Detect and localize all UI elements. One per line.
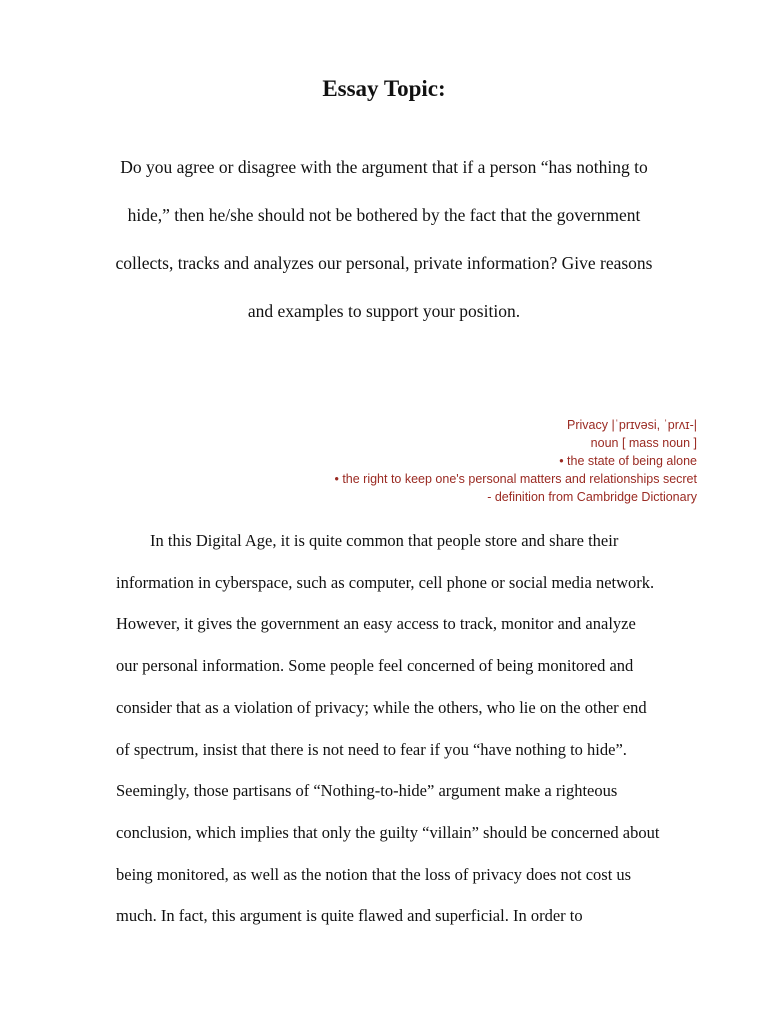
essay-title: Essay Topic: [322, 76, 446, 101]
privacy-definition [334, 416, 697, 506]
body-line: However, it gives the government an easy access to track, monitor and analyze [116, 614, 636, 634]
definition-headword: Privacy |ˈprɪvəsi, ˈprʌɪ-| [567, 418, 697, 432]
body-line: In this Digital Age, it is quite common that people store and share their [150, 531, 619, 550]
body-line: our personal information. Some people feel concerned of being monitored and [116, 656, 634, 676]
body-line: much. In fact, this argument is quite flawed and superficial. In order to [116, 906, 583, 926]
definition-sense: • the state of being alone [559, 454, 697, 468]
body-line: information in cyberspace, such as computer, cell phone or social media network. [116, 572, 655, 592]
topic-line: hide,” then he/she should not be bothered by the fact that the government [127, 205, 641, 225]
essay-body-paragraph [116, 520, 659, 937]
essay-topic-question [0, 143, 768, 335]
definition-sense: • the right to keep one's personal matters and relationships secret [334, 472, 697, 486]
body-line: consider that as a violation of privacy; while the others, who lie on the other end [116, 697, 647, 717]
topic-line: and examples to support your position. [247, 301, 521, 321]
definition-source: - definition from Cambridge Dictionary [487, 490, 697, 504]
body-line: being monitored, as well as the notion that the loss of privacy does not cost us [116, 864, 632, 884]
body-line: of spectrum, insist that there is not need to fear if you “have nothing to hide”. [116, 739, 627, 759]
definition-part-of-speech: noun [ mass noun ] [590, 436, 697, 450]
body-line: Seemingly, those partisans of “Nothing-to-hide” argument make a righteous [116, 781, 618, 801]
topic-line: Do you agree or disagree with the argument that if a person “has nothing to [120, 157, 648, 177]
topic-line: collects, tracks and analyzes our personal, private information? Give reasons [115, 253, 653, 273]
body-line: conclusion, which implies that only the guilty “villain” should be concerned about [116, 822, 660, 842]
